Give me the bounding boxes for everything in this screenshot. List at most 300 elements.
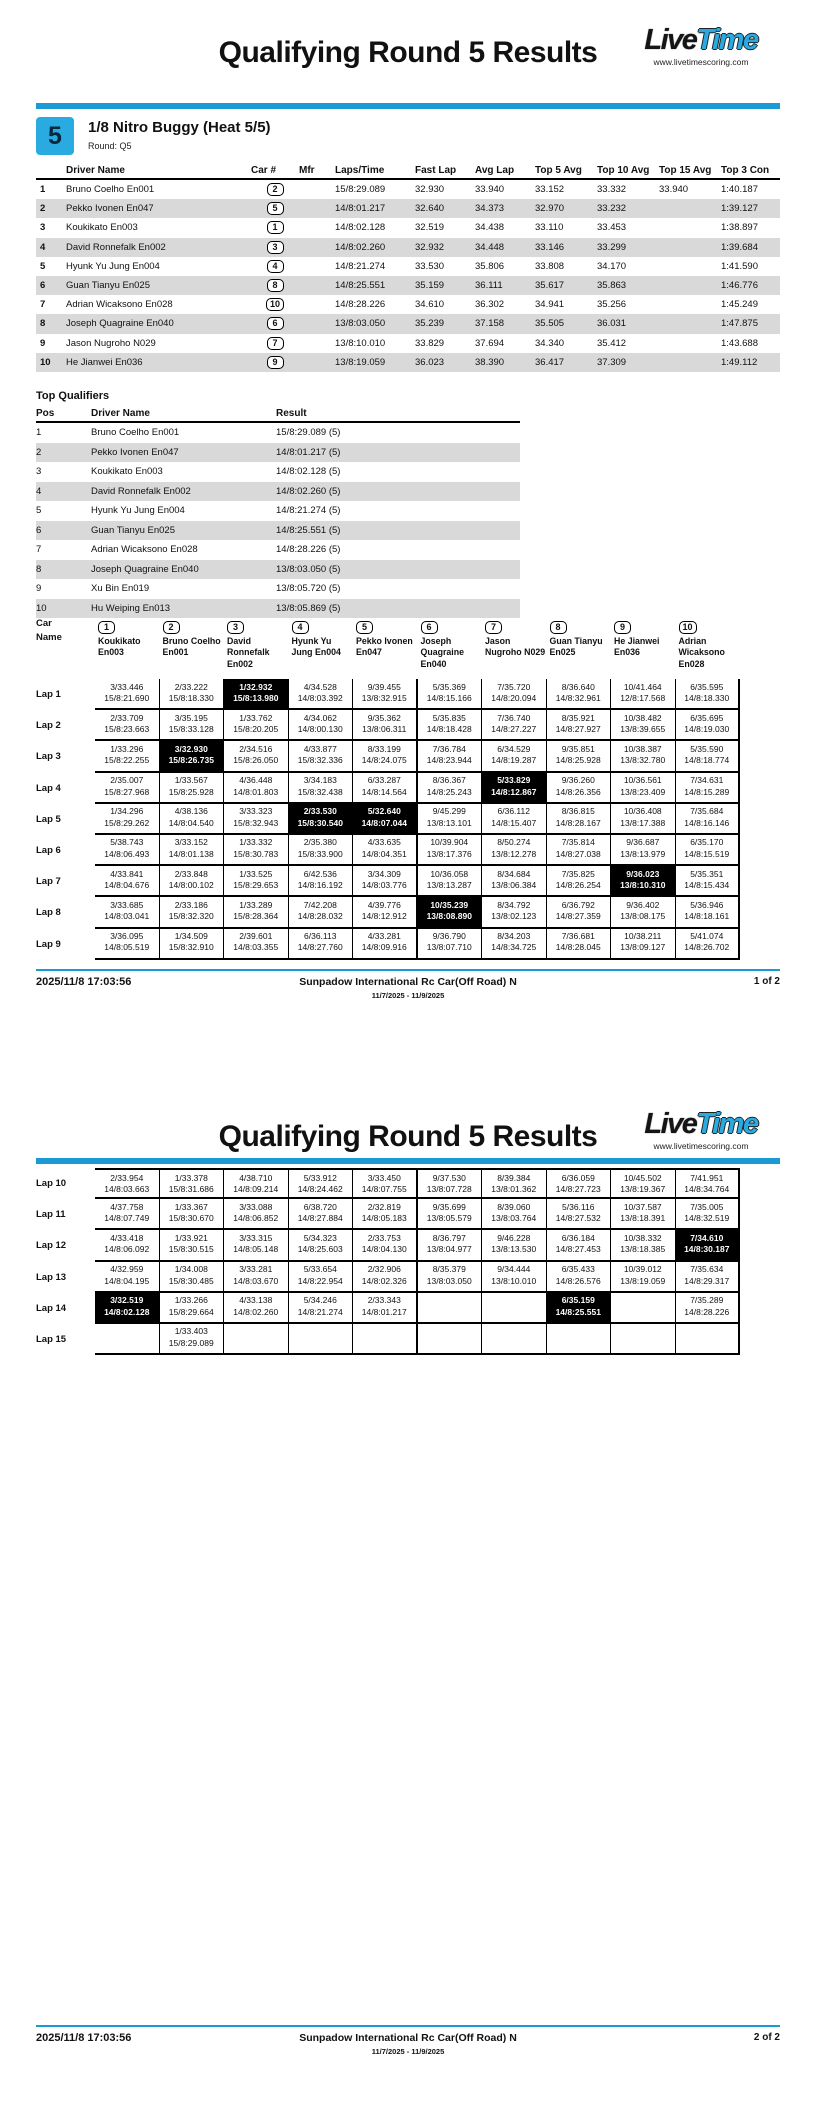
lap-cell bbox=[289, 1230, 354, 1261]
tq-header-1: Driver Name bbox=[91, 408, 150, 419]
results-value: 33.332 bbox=[597, 184, 627, 196]
lap-projected-total: 13/8:03.050 bbox=[426, 1275, 472, 1286]
lap-position-time: 2/32.906 bbox=[367, 1264, 401, 1275]
lap-position-time: 5/35.369 bbox=[432, 681, 466, 692]
lap-projected-total: 15/8:31.686 bbox=[168, 1183, 214, 1194]
lap-position-time: 4/39.776 bbox=[367, 899, 401, 910]
lap-position-time: 10/36.058 bbox=[430, 868, 469, 879]
lap-cell bbox=[160, 1168, 225, 1199]
lap-projected-total: 14/8:15.289 bbox=[684, 786, 730, 797]
lap-projected-total: 15/8:30.540 bbox=[297, 817, 343, 828]
lap-number-label: Lap 4 bbox=[36, 782, 61, 794]
logo-time-text: Time bbox=[696, 1108, 758, 1140]
lap-position-time: 2/35.007 bbox=[110, 775, 144, 786]
footer-dates: 11/7/2025 - 11/9/2025 bbox=[371, 2047, 445, 2056]
lap-chart-driver-name: Jason Nugroho N029 bbox=[485, 636, 546, 658]
lap-cell bbox=[611, 1168, 676, 1199]
lap-cell bbox=[160, 929, 225, 960]
lap-projected-total: 14/8:28.167 bbox=[555, 817, 601, 828]
lap-position-time: 1/33.296 bbox=[110, 743, 144, 754]
lap-cell bbox=[95, 1199, 160, 1230]
car-number-badge: 7 bbox=[485, 621, 502, 634]
car-number-badge: 6 bbox=[267, 317, 284, 330]
lap-chart-driver-name: Koukikato En003 bbox=[98, 636, 141, 658]
results-value: 1:43.688 bbox=[721, 337, 758, 349]
results-value: 35.617 bbox=[535, 280, 565, 292]
results-value: 1:38.897 bbox=[721, 222, 758, 234]
lap-projected-total: 14/8:04.130 bbox=[361, 1244, 407, 1255]
lap-projected-total: 14/8:30.187 bbox=[684, 1244, 730, 1255]
lap-position-time: 9/36.687 bbox=[626, 837, 660, 848]
lap-row bbox=[36, 929, 742, 960]
lap-position-time: 9/35.362 bbox=[367, 712, 401, 723]
lap-chart-car-header bbox=[676, 617, 741, 679]
lap-cell bbox=[611, 897, 676, 928]
lap-projected-total: 14/8:03.355 bbox=[233, 942, 279, 953]
lap-chart-page-1 bbox=[36, 617, 742, 960]
lap-projected-total: 14/8:25.928 bbox=[555, 755, 601, 766]
results-value: 13/8:10.010 bbox=[335, 337, 386, 349]
corner-car-label: Car bbox=[36, 618, 52, 629]
lap-projected-total: 15/8:13.980 bbox=[233, 692, 279, 703]
tq-row bbox=[36, 521, 520, 541]
results-value: 33.232 bbox=[597, 203, 627, 215]
lap-cell bbox=[95, 835, 160, 866]
lap-cell bbox=[224, 1168, 289, 1199]
results-value: 14/8:28.226 bbox=[335, 299, 386, 311]
lap-position-time: 8/36.797 bbox=[432, 1232, 466, 1243]
lap-chart-driver-name: Hyunk Yu Jung En004 bbox=[291, 636, 341, 658]
lap-cell bbox=[482, 741, 547, 772]
lap-cell bbox=[289, 679, 354, 710]
results-table bbox=[36, 162, 780, 372]
lap-projected-total: 14/8:02.326 bbox=[361, 1275, 407, 1286]
lap-projected-total: 14/8:27.359 bbox=[555, 911, 601, 922]
results-value: 35.806 bbox=[475, 260, 505, 272]
lap-projected-total: 15/8:27.968 bbox=[104, 786, 150, 797]
lap-cell bbox=[418, 866, 483, 897]
lap-projected-total: 14/8:14.564 bbox=[361, 786, 407, 797]
lap-projected-total: 13/8:07.728 bbox=[426, 1183, 472, 1194]
lap-projected-total: 15/8:28.364 bbox=[233, 911, 279, 922]
tq-driver-name: Joseph Quagraine En040 bbox=[91, 563, 199, 575]
lap-position-time: 10/38.482 bbox=[623, 712, 662, 723]
results-value: 34.941 bbox=[535, 299, 565, 311]
lap-cell bbox=[676, 897, 741, 928]
lap-cell bbox=[353, 929, 418, 960]
lap-projected-total: 14/8:27.760 bbox=[297, 942, 343, 953]
lap-cell bbox=[611, 710, 676, 741]
lap-projected-total: 14/8:27.227 bbox=[491, 724, 537, 735]
lap-position-time: 2/33.848 bbox=[174, 868, 208, 879]
lap-cell bbox=[482, 929, 547, 960]
header-divider bbox=[36, 1158, 780, 1164]
footer-page-number: 1 of 2 bbox=[753, 976, 780, 987]
lap-cell bbox=[160, 1293, 225, 1324]
lap-number-label: Lap 14 bbox=[36, 1302, 67, 1314]
lap-cell bbox=[482, 804, 547, 835]
lap-position-time: 3/33.323 bbox=[239, 806, 273, 817]
footer-divider bbox=[36, 2025, 780, 2027]
lap-projected-total: 13/8:09.127 bbox=[620, 942, 666, 953]
lap-cell bbox=[611, 1324, 676, 1355]
heat-number-badge: 5 bbox=[36, 117, 74, 155]
tq-result: 13/8:05.869 (5) bbox=[276, 602, 341, 614]
lap-projected-total: 14/8:24.462 bbox=[297, 1183, 343, 1194]
lap-position-time: 7/34.631 bbox=[690, 775, 724, 786]
lap-projected-total: 14/8:18.161 bbox=[684, 911, 730, 922]
lap-projected-total: 13/8:23.409 bbox=[620, 786, 666, 797]
lap-position-time: 1/33.762 bbox=[239, 712, 273, 723]
lap-position-time: 8/36.367 bbox=[432, 775, 466, 786]
lap-projected-total: 14/8:00.130 bbox=[297, 724, 343, 735]
lap-position-time: 1/33.921 bbox=[174, 1232, 208, 1243]
lap-projected-total: 14/8:21.274 bbox=[297, 1306, 343, 1317]
tq-position: 1 bbox=[36, 427, 42, 439]
tq-result: 14/8:02.128 (5) bbox=[276, 466, 341, 478]
lap-position-time: 7/35.720 bbox=[497, 681, 531, 692]
results-value: 33.152 bbox=[535, 184, 565, 196]
lap-position-time: 1/32.932 bbox=[239, 681, 273, 692]
results-position: 8 bbox=[40, 318, 46, 330]
lap-projected-total: 14/8:09.214 bbox=[233, 1183, 279, 1194]
lap-row bbox=[36, 897, 742, 928]
results-value: 37.158 bbox=[475, 318, 505, 330]
lap-row bbox=[36, 773, 742, 804]
car-number-badge: 10 bbox=[266, 298, 284, 311]
lap-cell bbox=[418, 929, 483, 960]
car-number-badge: 6 bbox=[421, 621, 438, 634]
lap-cell bbox=[418, 1168, 483, 1199]
lap-position-time: 7/36.681 bbox=[561, 931, 595, 941]
lap-position-time: 1/33.367 bbox=[174, 1201, 208, 1212]
tq-header-0: Pos bbox=[36, 408, 55, 419]
results-value: 14/8:02.260 bbox=[335, 241, 386, 253]
lap-projected-total: 14/8:34.764 bbox=[684, 1183, 730, 1194]
results-value: 34.373 bbox=[475, 203, 505, 215]
lap-position-time: 10/39.904 bbox=[430, 837, 469, 848]
lap-position-time: 10/35.239 bbox=[430, 899, 469, 910]
results-value: 37.694 bbox=[475, 337, 505, 349]
lap-cell bbox=[95, 1262, 160, 1293]
lap-position-time: 1/34.008 bbox=[174, 1264, 208, 1275]
lap-cell bbox=[547, 866, 612, 897]
lap-projected-total: 13/8:05.579 bbox=[426, 1213, 472, 1224]
lap-cell bbox=[676, 679, 741, 710]
lap-cell bbox=[676, 1168, 741, 1199]
lap-projected-total: 15/8:29.262 bbox=[104, 817, 150, 828]
lap-number-label: Lap 5 bbox=[36, 813, 61, 825]
lap-cell bbox=[224, 804, 289, 835]
lap-row bbox=[36, 835, 742, 866]
lap-projected-total: 13/8:12.278 bbox=[491, 848, 537, 859]
results-row bbox=[36, 314, 780, 333]
lap-projected-total: 14/8:28.032 bbox=[297, 911, 343, 922]
results-driver-name: Hyunk Yu Jung En004 bbox=[66, 260, 160, 272]
lap-projected-total: 13/8:08.175 bbox=[620, 911, 666, 922]
lap-projected-total: 14/8:02.128 bbox=[104, 1306, 150, 1317]
lap-number-label: Lap 8 bbox=[36, 907, 61, 919]
lap-projected-total: 14/8:03.041 bbox=[104, 911, 150, 922]
lap-position-time: 10/38.332 bbox=[623, 1232, 662, 1243]
car-badge-wrap bbox=[421, 617, 482, 636]
tq-driver-name: Koukikato En003 bbox=[91, 466, 163, 478]
lap-chart-car-header bbox=[224, 617, 289, 679]
results-value: 35.505 bbox=[535, 318, 565, 330]
lap-cell-best bbox=[160, 741, 225, 772]
lap-projected-total: 14/8:25.243 bbox=[426, 786, 472, 797]
lap-position-time: 9/46.228 bbox=[497, 1232, 531, 1243]
lap-cell bbox=[160, 1262, 225, 1293]
logo-url: www.livetimescoring.com bbox=[653, 1141, 749, 1151]
lap-cell bbox=[611, 804, 676, 835]
tq-position: 7 bbox=[36, 544, 42, 556]
lap-position-time: 2/33.222 bbox=[174, 681, 208, 692]
lap-position-time: 1/33.266 bbox=[174, 1295, 208, 1306]
tq-driver-name: Hu Weiping En013 bbox=[91, 602, 171, 614]
lap-position-time: 7/41.951 bbox=[690, 1172, 724, 1183]
car-number-badge: 8 bbox=[267, 279, 284, 292]
lap-position-time: 8/34.203 bbox=[497, 931, 531, 941]
lap-projected-total: 14/8:27.532 bbox=[555, 1213, 601, 1224]
lap-projected-total: 15/8:30.783 bbox=[233, 848, 279, 859]
lap-cell bbox=[224, 1293, 289, 1324]
car-badge-wrap bbox=[550, 617, 611, 636]
lap-position-time: 2/32.819 bbox=[367, 1201, 401, 1212]
livetime-logo-text bbox=[616, 26, 786, 55]
lap-cell bbox=[418, 1199, 483, 1230]
tq-position: 5 bbox=[36, 505, 42, 517]
results-position: 4 bbox=[40, 241, 46, 253]
lap-cell bbox=[353, 897, 418, 928]
results-driver-name: Koukikato En003 bbox=[66, 222, 138, 234]
lap-position-time: 2/33.343 bbox=[367, 1295, 401, 1306]
results-value: 1:46.776 bbox=[721, 280, 758, 292]
lap-cell bbox=[482, 1230, 547, 1261]
results-header-row bbox=[36, 162, 780, 180]
car-number-badge: 5 bbox=[267, 202, 284, 215]
results-car-cell bbox=[251, 241, 299, 254]
lap-position-time: 8/34.684 bbox=[497, 868, 531, 879]
lap-cell bbox=[482, 710, 547, 741]
lap-projected-total: 15/8:25.928 bbox=[168, 786, 214, 797]
results-header-7: Top 10 Avg bbox=[597, 165, 650, 176]
lap-projected-total: 13/8:18.391 bbox=[620, 1213, 666, 1224]
lap-projected-total: 14/8:27.453 bbox=[555, 1244, 601, 1255]
lap-cell bbox=[547, 1262, 612, 1293]
lap-projected-total: 14/8:27.927 bbox=[555, 724, 601, 735]
results-value: 1:39.127 bbox=[721, 203, 758, 215]
lap-cell bbox=[224, 1230, 289, 1261]
lap-number-label: Lap 9 bbox=[36, 938, 61, 950]
lap-cell-best bbox=[353, 804, 418, 835]
lap-position-time: 5/35.351 bbox=[690, 868, 724, 879]
lap-position-time: 5/35.590 bbox=[690, 743, 724, 754]
lap-cell-best bbox=[289, 804, 354, 835]
footer-dates: 11/7/2025 - 11/9/2025 bbox=[371, 991, 445, 1000]
lap-position-time: 6/35.595 bbox=[690, 681, 724, 692]
lap-projected-total: 14/8:07.749 bbox=[104, 1213, 150, 1224]
lap-position-time: 6/42.536 bbox=[303, 868, 337, 879]
tq-result: 14/8:01.217 (5) bbox=[276, 446, 341, 458]
lap-cell bbox=[160, 897, 225, 928]
lap-projected-total: 14/8:18.774 bbox=[684, 755, 730, 766]
lap-position-time: 7/35.289 bbox=[690, 1295, 724, 1306]
results-car-cell bbox=[251, 202, 299, 215]
tq-result: 14/8:25.551 (5) bbox=[276, 524, 341, 536]
car-number-badge: 9 bbox=[267, 356, 284, 369]
lap-projected-total: 13/8:17.376 bbox=[426, 848, 472, 859]
lap-position-time: 8/39.384 bbox=[497, 1172, 531, 1183]
lap-chart-car-header bbox=[418, 617, 483, 679]
lap-cell bbox=[547, 804, 612, 835]
lap-cell bbox=[676, 1324, 741, 1355]
tq-result: 15/8:29.089 (5) bbox=[276, 427, 341, 439]
car-number-badge: 9 bbox=[614, 621, 631, 634]
lap-cell bbox=[482, 1199, 547, 1230]
lap-position-time: 6/36.184 bbox=[561, 1232, 595, 1243]
lap-cell bbox=[676, 741, 741, 772]
tq-driver-name: Xu Bin En019 bbox=[91, 583, 150, 595]
lap-projected-total: 14/8:04.195 bbox=[104, 1275, 150, 1286]
results-header-0: Driver Name bbox=[66, 165, 125, 176]
lap-position-time: 8/36.815 bbox=[561, 806, 595, 817]
lap-projected-total: 14/8:15.434 bbox=[684, 880, 730, 891]
results-value: 1:47.875 bbox=[721, 318, 758, 330]
footer-venue: Sunpadow International Rc Car(Off Road) N bbox=[299, 976, 517, 988]
lap-cell bbox=[482, 1168, 547, 1199]
lap-cell bbox=[95, 866, 160, 897]
lap-projected-total: 15/8:23.663 bbox=[104, 724, 150, 735]
lap-number-label: Lap 3 bbox=[36, 751, 61, 763]
lap-projected-total: 13/8:19.367 bbox=[620, 1183, 666, 1194]
lap-position-time: 5/38.743 bbox=[110, 837, 144, 848]
results-position: 1 bbox=[40, 184, 46, 196]
lap-cell bbox=[547, 897, 612, 928]
lap-cell bbox=[482, 897, 547, 928]
lap-cell bbox=[353, 679, 418, 710]
lap-position-time: 1/33.378 bbox=[174, 1172, 208, 1183]
lap-number-label: Lap 11 bbox=[36, 1209, 66, 1221]
lap-projected-total: 14/8:27.884 bbox=[297, 1213, 343, 1224]
lap-projected-total: 14/8:03.776 bbox=[361, 880, 407, 891]
lap-chart-driver-name: David Ronnefalk En002 bbox=[227, 636, 270, 669]
corner-name-label: Name bbox=[36, 632, 62, 644]
lap-position-time: 4/33.841 bbox=[110, 868, 144, 879]
lap-position-time: 10/37.587 bbox=[623, 1201, 662, 1212]
tq-result: 13/8:05.720 (5) bbox=[276, 583, 341, 595]
tq-row bbox=[36, 443, 520, 463]
tq-row bbox=[36, 501, 520, 521]
lap-position-time: 5/33.654 bbox=[303, 1264, 337, 1275]
lap-row bbox=[36, 741, 742, 772]
lap-number-label: Lap 2 bbox=[36, 720, 61, 732]
tq-row bbox=[36, 540, 520, 560]
car-number-badge: 2 bbox=[267, 183, 284, 196]
lap-cell bbox=[160, 1230, 225, 1261]
lap-cell bbox=[160, 835, 225, 866]
lap-position-time: 4/34.528 bbox=[303, 681, 337, 692]
lap-position-time: 5/33.829 bbox=[497, 775, 531, 786]
lap-cell-best bbox=[95, 1293, 160, 1324]
lap-cell bbox=[676, 1199, 741, 1230]
lap-projected-total: 15/8:30.485 bbox=[168, 1275, 214, 1286]
lap-cell bbox=[160, 866, 225, 897]
lap-row bbox=[36, 1168, 742, 1199]
results-driver-name: Pekko Ivonen En047 bbox=[66, 203, 154, 215]
lap-projected-total: 14/8:07.755 bbox=[361, 1183, 407, 1194]
lap-cell bbox=[224, 929, 289, 960]
lap-number-label: Lap 13 bbox=[36, 1271, 67, 1283]
results-value: 33.940 bbox=[475, 184, 505, 196]
tq-result: 14/8:21.274 (5) bbox=[276, 505, 341, 517]
lap-cell bbox=[289, 710, 354, 741]
lap-position-time: 3/33.281 bbox=[239, 1264, 273, 1275]
lap-cell bbox=[289, 1168, 354, 1199]
car-number-badge: 1 bbox=[267, 221, 284, 234]
lap-position-time: 6/36.792 bbox=[561, 899, 595, 910]
lap-position-time: 8/33.199 bbox=[367, 743, 401, 754]
lap-cell bbox=[418, 679, 483, 710]
lap-cell bbox=[611, 1262, 676, 1293]
lap-cell bbox=[289, 1324, 354, 1355]
results-value: 33.110 bbox=[535, 222, 564, 234]
lap-projected-total: 13/8:18.385 bbox=[620, 1244, 666, 1255]
lap-position-time: 8/39.060 bbox=[497, 1201, 531, 1212]
results-position: 7 bbox=[40, 299, 46, 311]
lap-cell bbox=[547, 710, 612, 741]
lap-position-time: 10/38.387 bbox=[623, 743, 662, 754]
results-value: 1:39.684 bbox=[721, 241, 758, 253]
lap-projected-total: 13/8:03.764 bbox=[491, 1213, 537, 1224]
lap-position-time: 9/37.530 bbox=[432, 1172, 466, 1183]
lap-cell bbox=[160, 710, 225, 741]
lap-cell bbox=[676, 710, 741, 741]
results-value: 34.340 bbox=[535, 337, 565, 349]
lap-cell bbox=[95, 929, 160, 960]
page-title: Qualifying Round 5 Results bbox=[218, 36, 598, 69]
lap-projected-total: 13/8:39.655 bbox=[620, 724, 666, 735]
lap-cell bbox=[353, 1293, 418, 1324]
lap-position-time: 3/33.152 bbox=[174, 837, 208, 848]
results-car-cell bbox=[251, 260, 299, 273]
lap-position-time: 4/33.138 bbox=[239, 1295, 273, 1306]
lap-position-time: 5/34.246 bbox=[303, 1295, 337, 1306]
logo-time-text: Time bbox=[696, 24, 758, 56]
lap-position-time: 4/34.062 bbox=[303, 712, 337, 723]
lap-cell bbox=[224, 866, 289, 897]
lap-position-time: 2/34.516 bbox=[239, 743, 273, 754]
livetime-logo bbox=[616, 1110, 786, 1151]
footer-page-number: 2 of 2 bbox=[753, 2032, 780, 2043]
lap-projected-total: 14/8:32.519 bbox=[684, 1213, 730, 1224]
lap-projected-total: 14/8:02.260 bbox=[233, 1306, 279, 1317]
lap-cell-best bbox=[224, 679, 289, 710]
lap-cell bbox=[418, 1293, 483, 1324]
car-number-badge: 2 bbox=[163, 621, 180, 634]
lap-position-time: 3/32.930 bbox=[174, 743, 208, 754]
lap-position-time: 9/35.699 bbox=[432, 1201, 466, 1212]
tq-position: 8 bbox=[36, 563, 42, 575]
lap-cell bbox=[353, 1262, 418, 1293]
top-qualifiers-title: Top Qualifiers bbox=[36, 390, 110, 402]
lap-cell bbox=[418, 741, 483, 772]
lap-projected-total: 14/8:04.676 bbox=[104, 880, 150, 891]
lap-position-time: 2/33.186 bbox=[174, 899, 208, 910]
lap-cell bbox=[160, 679, 225, 710]
lap-cell bbox=[224, 1262, 289, 1293]
results-value: 32.519 bbox=[415, 222, 445, 234]
